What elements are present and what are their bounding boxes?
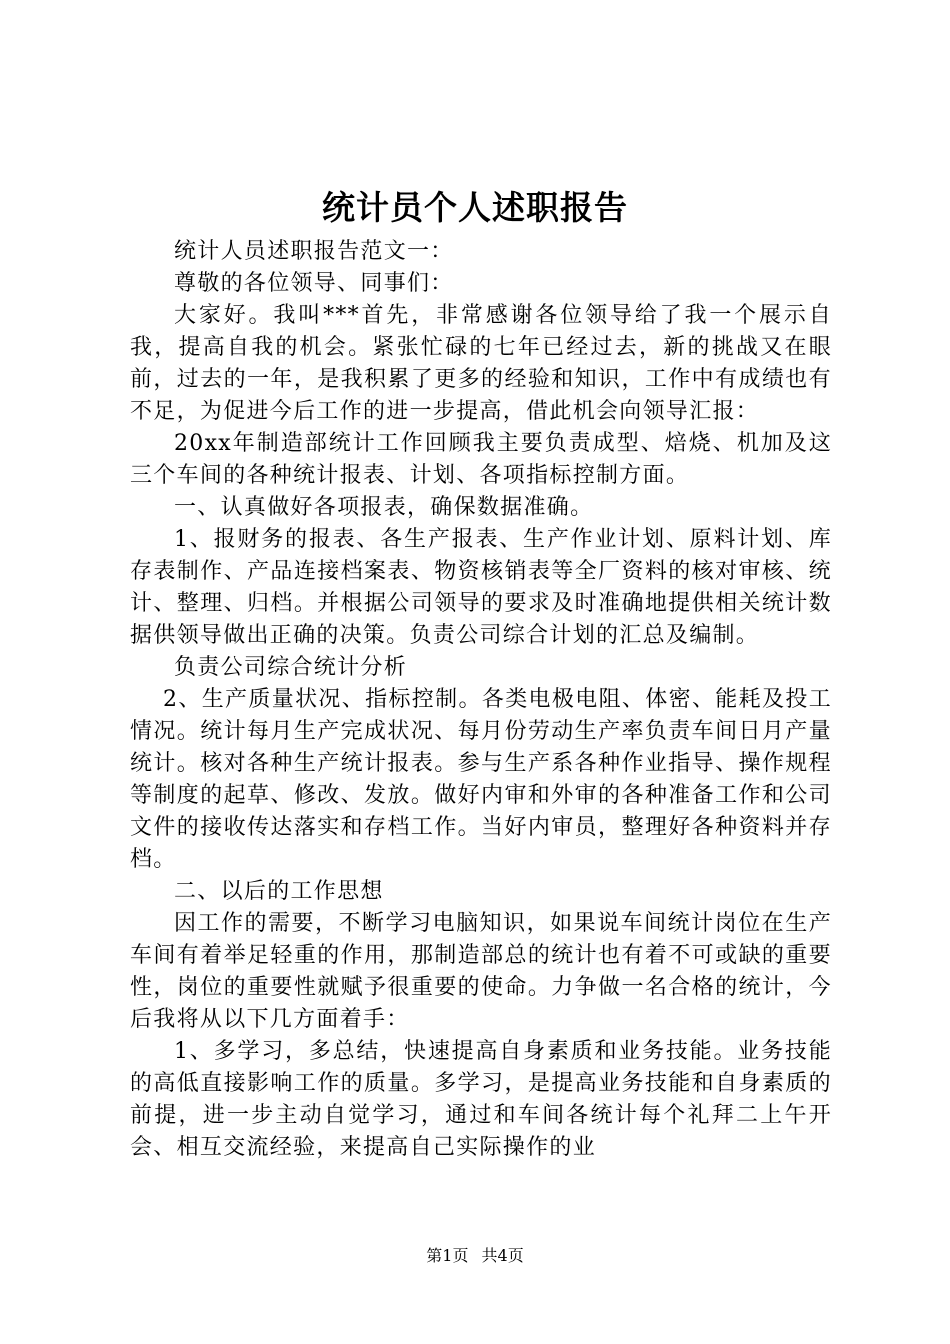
page-footer (0, 1244, 950, 1268)
paragraph: 一、认真做好各项报表，确保数据准确。 (174, 495, 594, 520)
page-number: 第1页 (426, 1246, 469, 1265)
paragraph: 1、报财务的报表、各生产报表、生产作业计划、原料计划、库存表制作、产品连接档案表、物资核销表等全厂资料的核对审核、统计、整理、归档。并根据公司领导的要求及时准确地提供相关统计数据供领导做出正确的决策。负责公司综合计划的汇总及编制。 (130, 527, 832, 648)
paragraph: 因工作的需要，不断学习电脑知识，如果说车间统计岗位在生产车间有着举足轻重的作用，那制造部总的统计也有着不可或缺的重要性，岗位的重要性就赋予很重要的使命。力争做一名合格的统计，今后我将从以下几方面着手： (130, 911, 832, 1032)
paragraph: 统计人员述职报告范文一： (174, 239, 454, 264)
document-body (130, 236, 832, 1164)
paragraph: 20xx年制造部统计工作回顾我主要负责成型、焙烧、机加及这三个车间的各种统计报表、计划、各项指标控制方面。 (130, 431, 832, 488)
paragraph: 负责公司综合统计分析 (174, 655, 408, 680)
paragraph: 尊敬的各位领导、同事们： (174, 271, 454, 296)
document-title: 统计员个人述职报告 (322, 188, 628, 227)
paragraph: 2、生产质量状况、指标控制。各类电极电阻、体密、能耗及投工情况。统计每月生产完成状况、每月份劳动生产率负责车间日月产量统计。核对各种生产统计报表。参与生产系各种作业指导、操作规程等制度的起草、修改、发放。做好内审和外审的各种准备工作和公司文件的接收传达落实和存档工作。当好内审员，整理好各种资料并存档。 (130, 687, 832, 872)
total-pages: 共4页 (481, 1246, 524, 1265)
paragraph: 大家好。我叫***首先，非常感谢各位领导给了我一个展示自我，提高自我的机会。紧张忙碌的七年已经过去，新的挑战又在眼前，过去的一年，是我积累了更多的经验和知识，工作中有成绩也有不足，为促进今后工作的进一步提高，借此机会向领导汇报： (130, 303, 832, 424)
paragraph: 二、以后的工作思想 (174, 879, 384, 904)
paragraph: 1、多学习，多总结，快速提高自身素质和业务技能。业务技能的高低直接影响工作的质量。多学习，是提高业务技能和自身素质的前提，进一步主动自觉学习，通过和车间各统计每个礼拜二上午开会、相互交流经验，来提高自己实际操作的业 (130, 1039, 832, 1160)
